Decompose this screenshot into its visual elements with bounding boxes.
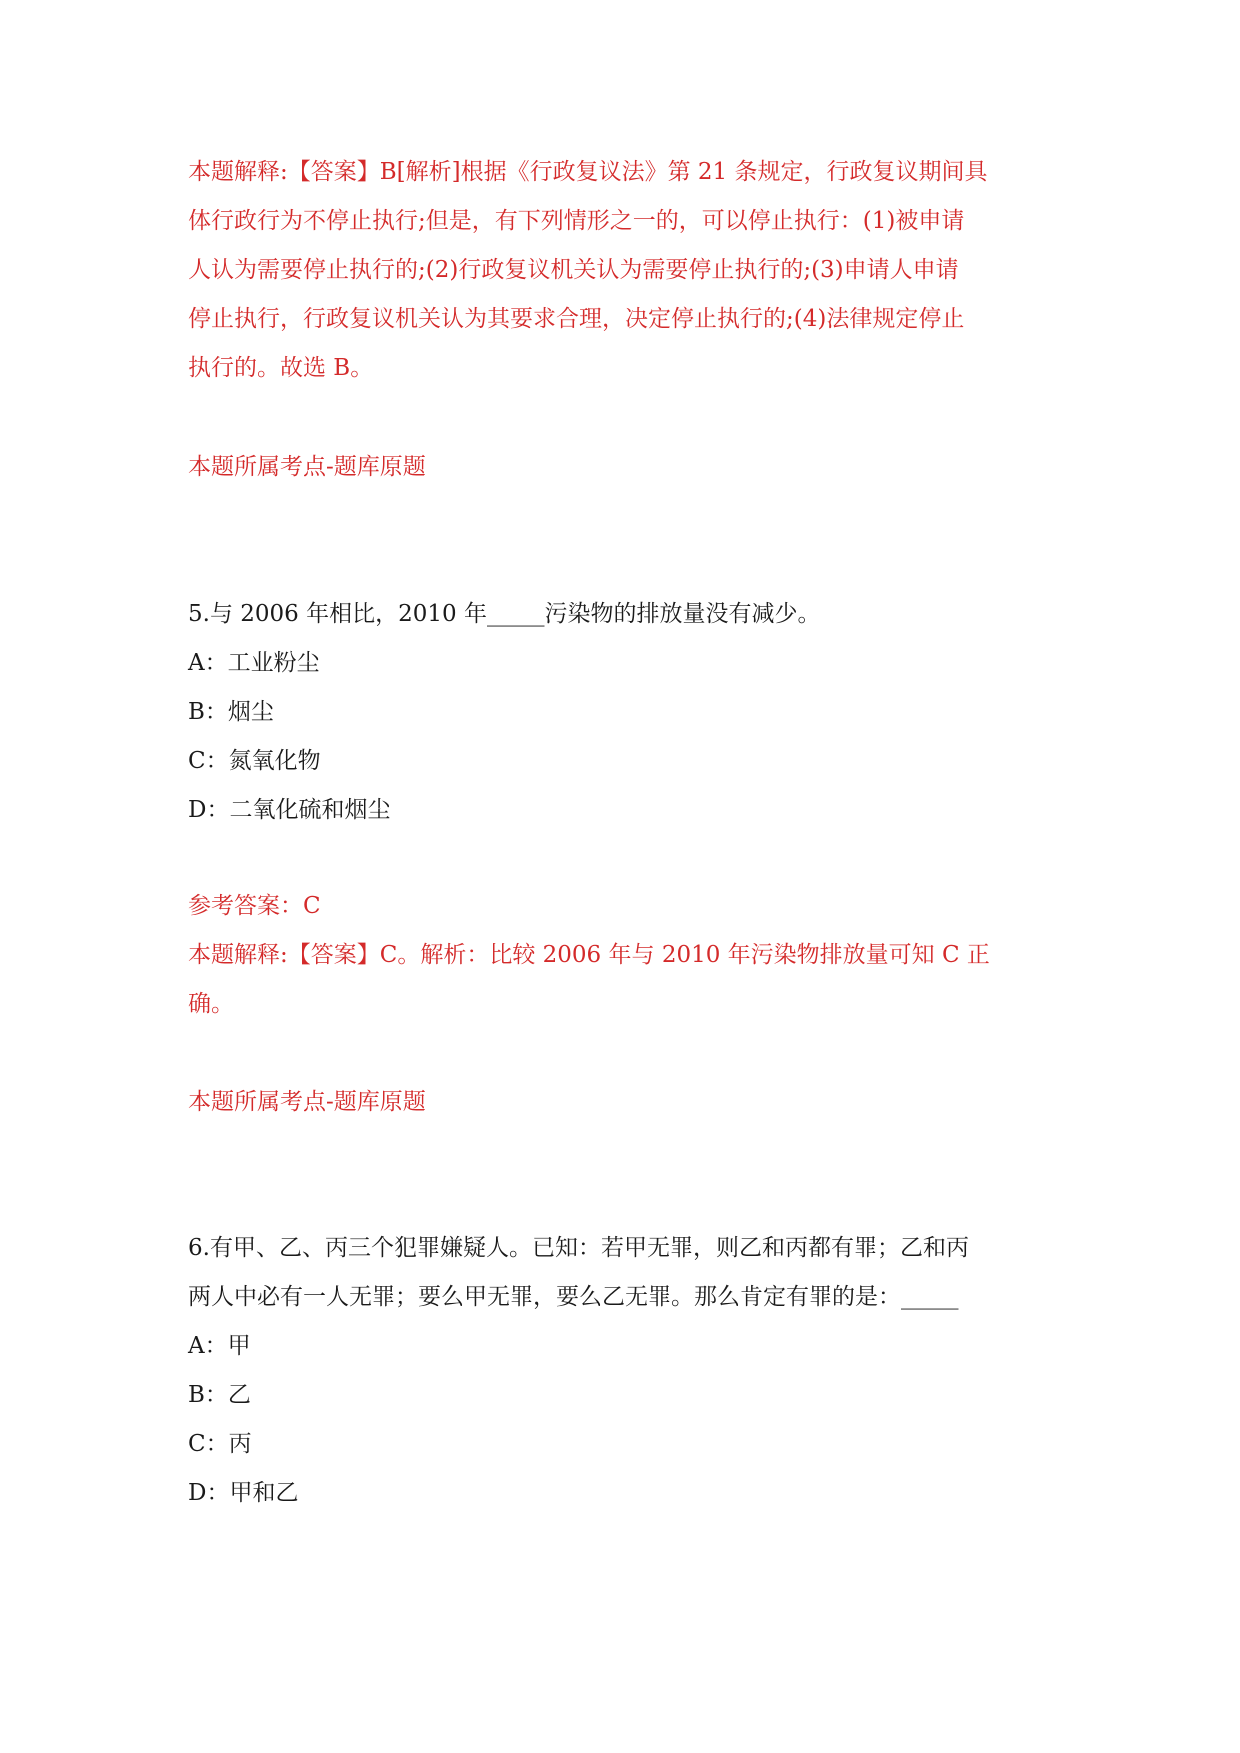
q4-explanation-line: 执行的。故选 B。 <box>188 355 374 381</box>
q5-answer-block <box>188 882 1068 1029</box>
q5-option-b: B：烟尘 <box>188 699 274 725</box>
q6-stem-line: 两人中必有一人无罪；要么甲无罪，要么乙无罪。那么肯定有罪的是：_____ <box>188 1284 959 1310</box>
q4-explanation-line: 体行政行为不停止执行;但是，有下列情形之一的，可以停止执行：(1)被申请 <box>188 208 965 234</box>
q4-explanation-line: 人认为需要停止执行的;(2)行政复议机关认为需要停止执行的;(3)申请人申请 <box>188 257 959 283</box>
q5-option-c: C：氮氧化物 <box>188 748 321 774</box>
q4-source <box>188 443 1068 492</box>
q5-answer: 参考答案：C <box>188 893 321 919</box>
q5-stem: 5.与 2006 年相比，2010 年_____污染物的排放量没有减少。 <box>188 601 821 627</box>
q4-source-text: 本题所属考点-题库原题 <box>188 454 426 480</box>
q5-source-text: 本题所属考点-题库原题 <box>188 1089 426 1115</box>
q6-option-c: C：丙 <box>188 1431 252 1457</box>
q6-option-d: D：甲和乙 <box>188 1480 299 1506</box>
q6 <box>188 1224 1068 1518</box>
q4-explanation-line: 本题解释:【答案】B[解析]根据《行政复议法》第 21 条规定，行政复议期间具 <box>188 159 988 185</box>
q5-explanation-line: 确。 <box>188 991 234 1017</box>
q4-explanation <box>188 148 1068 393</box>
q6-stem-line: 6.有甲、乙、丙三个犯罪嫌疑人。已知：若甲无罪，则乙和丙都有罪；乙和丙 <box>188 1235 969 1261</box>
q5-source <box>188 1078 1068 1127</box>
q5-option-d: D：二氧化硫和烟尘 <box>188 797 391 823</box>
q5-option-a: A：工业粉尘 <box>188 650 320 676</box>
q6-option-b: B：乙 <box>188 1382 251 1408</box>
q5-explanation-line: 本题解释:【答案】C。解析：比较 2006 年与 2010 年污染物排放量可知 C 正 <box>188 942 990 968</box>
q5 <box>188 590 1068 835</box>
q4-explanation-line: 停止执行，行政复议机关认为其要求合理，决定停止执行的;(4)法律规定停止 <box>188 306 965 332</box>
q6-option-a: A：甲 <box>188 1333 251 1359</box>
